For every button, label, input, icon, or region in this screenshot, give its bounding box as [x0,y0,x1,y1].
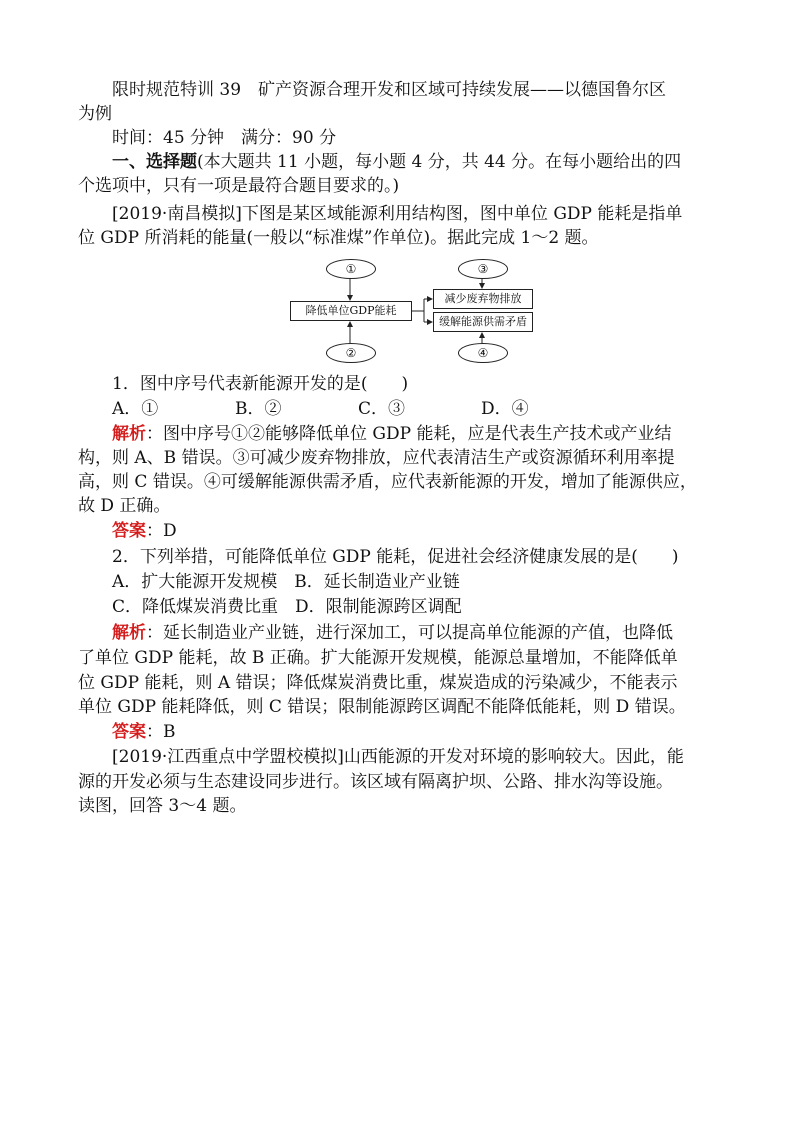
node-4-oval: ④ [458,343,508,363]
q2-analysis-line-1 [112,621,726,645]
center-box: 降低单位GDP能耗 [290,301,412,321]
energy-structure-diagram [296,255,546,365]
q1-answer-label: 答案 [112,521,146,541]
passage2-line-1: [2019·江西重点中学盟校模拟]山西能源的开发对环境的影响较大。因此，能 [112,747,684,767]
q1-analysis-line-1 [112,422,726,446]
q1-option-d: D．④ [481,399,529,419]
q2-answer-label: 答案 [112,722,146,742]
q2-options-line-1: A．扩大能源开发规模 B．延长制造业产业链 [112,572,460,592]
node-1-oval: ① [326,259,376,279]
q1-stem: 1．图中序号代表新能源开发的是( ) [112,374,409,394]
title-line-1: 限时规范特训 39 矿产资源合理开发和区域可持续发展——以德国鲁尔区 [112,80,667,100]
section-intro-line-1 [112,150,726,174]
q2-stem: 2．下列举措，可能降低单位 GDP 能耗，促进社会经济健康发展的是( ) [112,547,679,567]
section-intro-text: (本大题共 11 小题，每小题 4 分，共 44 分。在每小题给出的四 [197,152,682,172]
q1-analysis-line-2: 构，则 A、B 错误。③可减少废弃物排放，应代表清洁生产或资源循环利用率提 [78,448,675,468]
q1-analysis-line-4: 故 D 正确。 [78,496,171,516]
passage1-line-2: 位 GDP 所消耗的能量(一般以“标准煤”作单位)。据此完成 1～2 题。 [78,228,599,248]
q1-analysis-line-3: 高，则 C 错误。④可缓解能源供需矛盾，应代表新能源的开发，增加了能源供应， [78,472,697,492]
section-heading: 一、选择题 [112,152,197,172]
q2-analysis-line-4: 单位 GDP 能耗降低，则 C 错误；限制能源跨区调配不能降低能耗，则 D 错误。 [78,697,686,717]
q2-answer-value: ：B [146,722,176,742]
q2-analysis-line-2: 了单位 GDP 能耗，故 B 正确。扩大能源开发规模，能源总量增加，不能降低单 [78,648,678,668]
q2-analysis-line-3: 位 GDP 能耗，则 A 错误；降低煤炭消费比重，煤炭造成的污染减少，不能表示 [78,673,678,693]
passage1-line-1: [2019·南昌模拟]下图是某区域能源利用结构图，图中单位 GDP 能耗是指单 [112,204,683,224]
title-line-2: 为例 [78,104,112,124]
q1-analysis-text-1: ：图中序号①②能够降低单位 GDP 能耗，应是代表生产技术或产业结 [146,424,672,444]
q1-answer [112,519,726,543]
section-intro-line-2: 个选项中，只有一项是最符合题目要求的。) [78,176,400,196]
node-3-oval: ③ [458,259,508,279]
q1-option-b: B．② [235,399,282,419]
passage2-line-3: 读图，回答 3～4 题。 [78,796,247,816]
q2-analysis-label: 解析 [112,623,146,643]
q1-option-a: A．① [112,399,159,419]
node-2-oval: ② [326,343,376,363]
q2-options-line-2: C．降低煤炭消费比重 D．限制能源跨区调配 [112,597,462,617]
passage2-line-2: 源的开发必须与生态建设同步进行。该区域有隔离护坝、公路、排水沟等设施。 [78,772,673,792]
q1-options [112,397,726,421]
right-top-box: 减少废弃物排放 [433,289,533,309]
q2-analysis-text-1: ：延长制造业产业链，进行深加工，可以提高单位能源的产值，也降低 [146,623,673,643]
q1-option-c: C．③ [358,399,406,419]
q2-answer [112,720,726,744]
q1-analysis-label: 解析 [112,424,146,444]
q1-answer-value: ：D [146,521,177,541]
right-bottom-box: 缓解能源供需矛盾 [433,312,533,332]
time-score-meta: 时间：45 分钟 满分：90 分 [112,128,337,148]
